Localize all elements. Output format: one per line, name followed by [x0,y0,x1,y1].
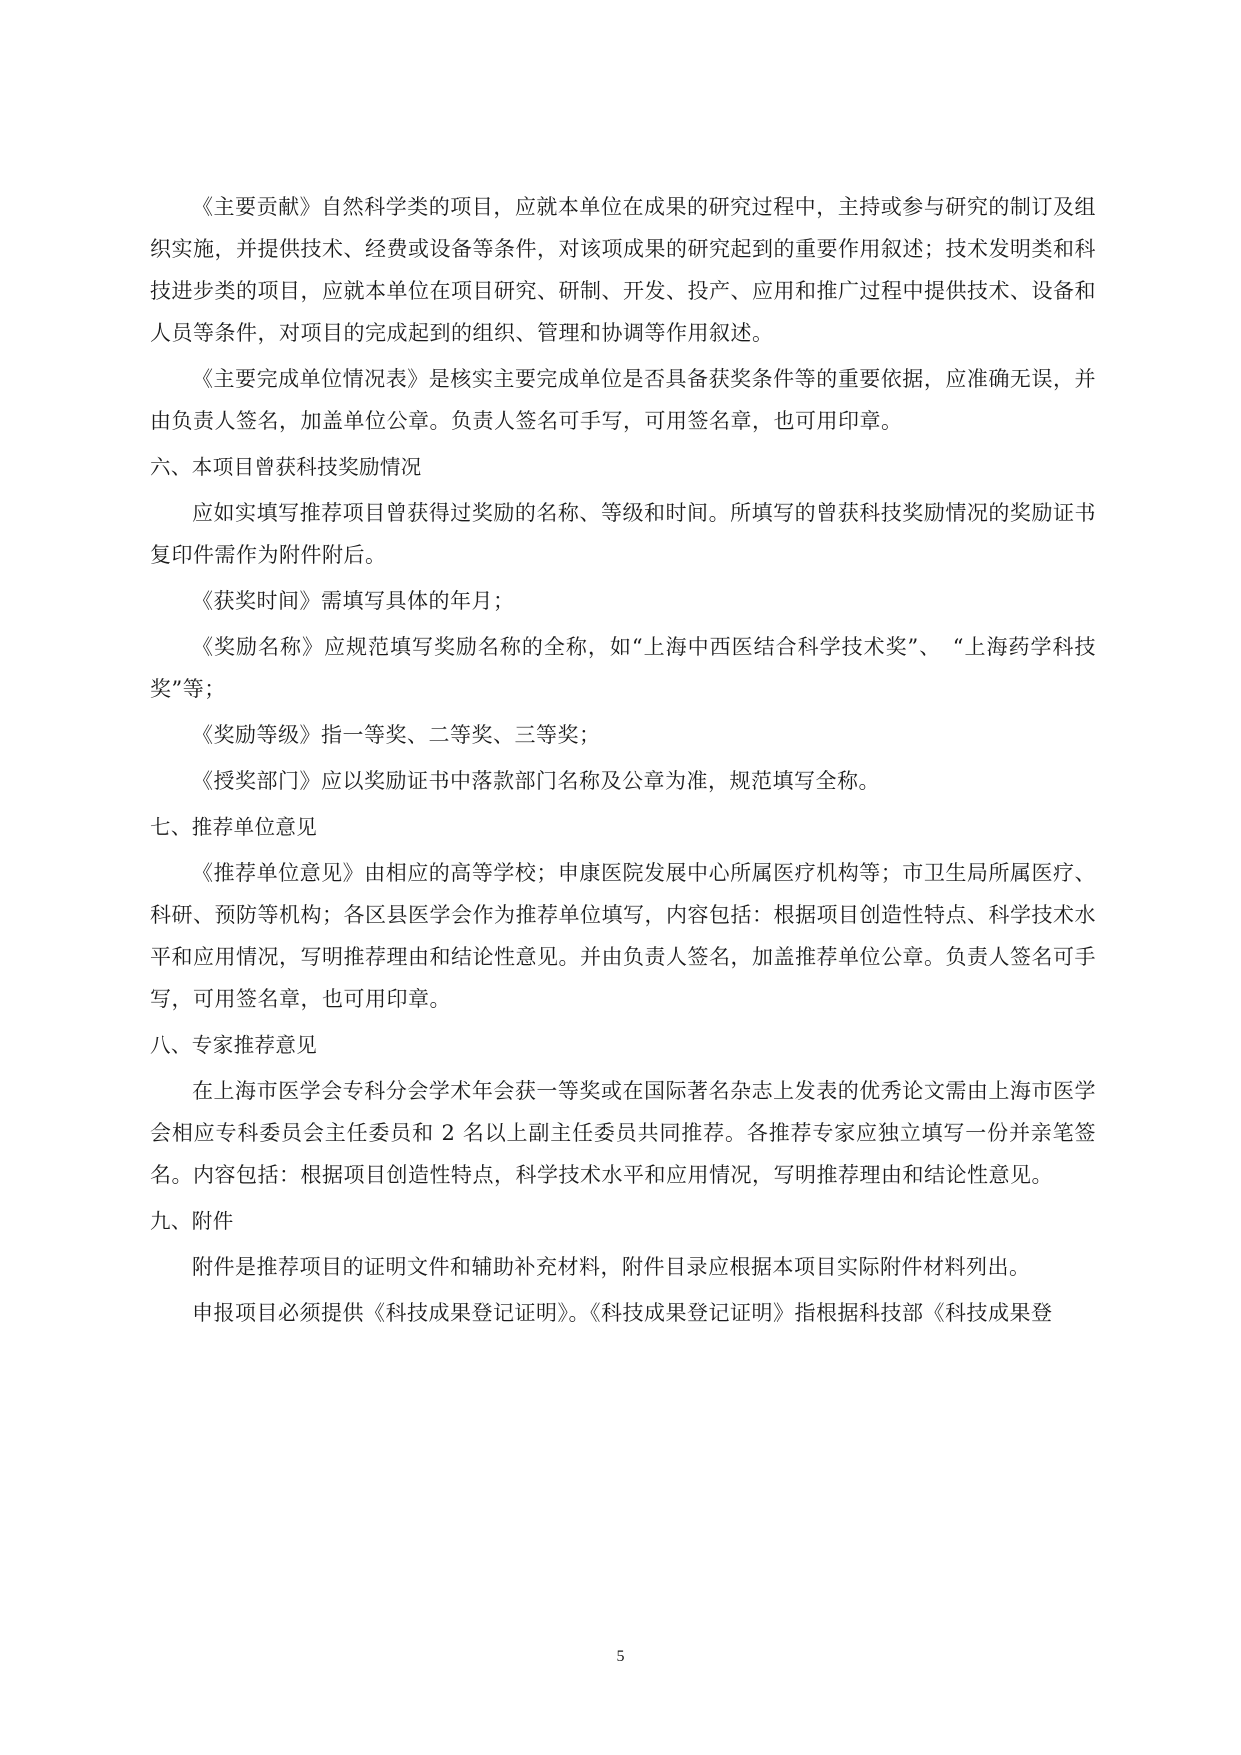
paragraph-award-name: 《奖励名称》应规范填写奖励名称的全称，如“上海中西医结合科学技术奖”、 “上海药学科技奖”等； [150,635,1096,701]
paragraph-completion-unit-table: 《主要完成单位情况表》是核实主要完成单位是否具备获奖条件等的重要依据，应准确无误，并由负责人签名，加盖单位公章。负责人签名可手写，可用签名章，也可用印章。 [150,367,1096,433]
paragraph-recommending-unit: 《推荐单位意见》由相应的高等学校；申康医院发展中心所属医疗机构等；市卫生局所属医疗、科研、预防等机构；各区县医学会作为推荐单位填写，内容包括：根据项目创造性特点、科学技术水平和应用情况，写明推荐理由和结论性意见。并由负责人签名，加盖推荐单位公章。负责人签名可手写，可用签名章，也可用印章。 [150,861,1096,1011]
paragraph-attachments: 附件是推荐项目的证明文件和辅助补充材料，附件目录应根据本项目实际附件材料列出。 [192,1255,1031,1279]
paragraph-award-department: 《授奖部门》应以奖励证书中落款部门名称及公章为准，规范填写全称。 [192,769,880,793]
section-heading-7: 七、推荐单位意见 [150,815,318,839]
paragraph-expert-recommendation: 在上海市医学会专科分会学术年会获一等奖或在国际著名杂志上发表的优秀论文需由上海市医学会相应专科委员会主任委员和 2 名以上副主任委员共同推荐。各推荐专家应独立填写一份并亲笔签名。内容包括：根据项目创造性特点，科学技术水平和应用情况，写明推荐理由和结论性意见。 [150,1079,1096,1187]
paragraph-main-contribution: 《主要贡献》自然科学类的项目，应就本单位在成果的研究过程中，主持或参与研究的制订及组织实施，并提供技术、经费或设备等条件，对该项成果的研究起到的重要作用叙述；技术发明类和科技进步类的项目，应就本单位在项目研究、研制、开发、投产、应用和推广过程中提供技术、设备和人员等条件，对项目的完成起到的组织、管理和协调等作用叙述。 [150,195,1096,345]
document-body [150,186,1096,1338]
paragraph-awards-intro: 应如实填写推荐项目曾获得过奖励的名称、等级和时间。所填写的曾获科技奖励情况的奖励证书复印件需作为附件附后。 [150,501,1096,567]
section-heading-8: 八、专家推荐意见 [150,1033,318,1057]
paragraph-award-level: 《奖励等级》指一等奖、二等奖、三等奖； [192,723,601,747]
section-heading-9: 九、附件 [150,1209,234,1233]
page-number: 5 [616,1648,625,1665]
paragraph-award-time: 《获奖时间》需填写具体的年月； [192,589,515,613]
paragraph-registration-certificate: 申报项目必须提供《科技成果登记证明》。《科技成果登记证明》指根据科技部《科技成果登 [192,1301,1053,1325]
section-heading-6: 六、本项目曾获科技奖励情况 [150,455,422,479]
